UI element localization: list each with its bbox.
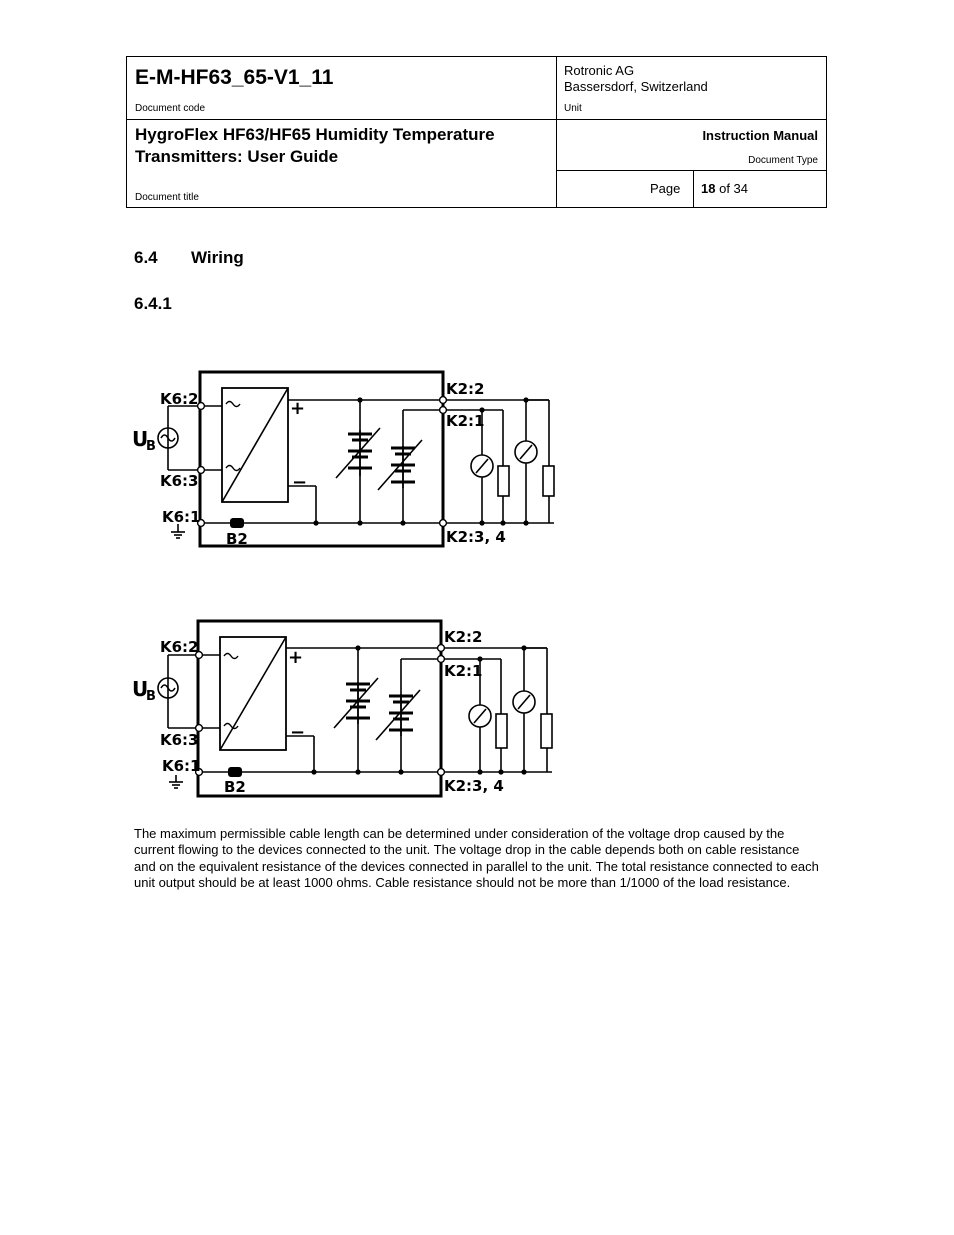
terminal-label-k6-1: K6:1 <box>162 508 201 526</box>
wiring-diagram-2 <box>126 610 566 805</box>
terminal-label-k2-2: K2:2 <box>444 628 483 646</box>
terminal-label-k2-1: K2:1 <box>446 412 485 430</box>
header-divider <box>556 170 827 171</box>
document-header-table <box>126 56 827 208</box>
terminal-label-k6-3: K6:3 <box>160 472 199 490</box>
header-divider <box>693 171 694 208</box>
subsection-heading <box>134 294 172 314</box>
minus-sign: − <box>290 722 306 743</box>
unit-line-1: Rotronic AG <box>564 63 635 78</box>
terminal-label-k2-2: K2:2 <box>446 380 485 398</box>
terminal-label-k6-2: K6:2 <box>160 638 199 656</box>
page-indicator <box>701 181 748 196</box>
terminal-label-k6-3: K6:3 <box>160 731 199 749</box>
page-label: Page <box>650 181 681 196</box>
wiring-diagram-1 <box>126 360 566 555</box>
body-paragraph: The maximum permissible cable length can be determined under consideration of the voltage drop caused by the current flowing to the devices connected to the unit. The voltage drop in the cable depends both on cable resistance and on the equivalent resistance of the devices connected in parallel to the unit. The total resistance connected to each unit output should be at least 1000 ohms. Cable resistance should not be more than 1/1000 of the load resistance. <box>134 826 819 890</box>
document-type: Instruction Manual <box>702 128 818 143</box>
terminal-label-k6-2: K6:2 <box>160 390 199 408</box>
terminal-label-k6-1: K6:1 <box>162 757 201 775</box>
document-code: E-M-HF63_65-V1_11 <box>135 66 334 89</box>
supply-label-subscript: B <box>146 439 156 454</box>
page-number: 18 <box>701 181 716 196</box>
terminal-label-k2-3-4: K2:3, 4 <box>446 528 506 546</box>
document-title-label: Document title <box>135 192 199 203</box>
supply-label: U <box>132 677 149 701</box>
document-title: HygroFlex HF63/HF65 Humidity Temperature Transmitters: User Guide <box>135 125 495 166</box>
plus-sign: + <box>288 647 304 668</box>
terminal-label-k2-1: K2:1 <box>444 662 483 680</box>
minus-sign: − <box>292 472 308 493</box>
unit-line-2: Bassersdorf, Switzerland <box>564 79 708 94</box>
header-divider <box>127 119 827 120</box>
component-label-b2: B2 <box>224 778 246 796</box>
plus-sign: + <box>290 398 306 419</box>
section-title: Wiring <box>191 248 244 267</box>
subsection-number: 6.4.1 <box>134 294 172 313</box>
document-type-label: Document Type <box>748 155 818 166</box>
page-total: of 34 <box>719 181 749 196</box>
header-divider <box>556 57 557 208</box>
unit-label: Unit <box>564 103 582 114</box>
document-code-label: Document code <box>135 103 206 114</box>
unit-name <box>564 63 708 95</box>
supply-label-subscript: B <box>146 689 156 704</box>
supply-label: U <box>132 427 149 451</box>
section-heading <box>134 248 244 268</box>
terminal-label-k2-3-4: K2:3, 4 <box>444 777 504 795</box>
component-label-b2: B2 <box>226 530 248 548</box>
section-number: 6.4 <box>134 248 158 267</box>
